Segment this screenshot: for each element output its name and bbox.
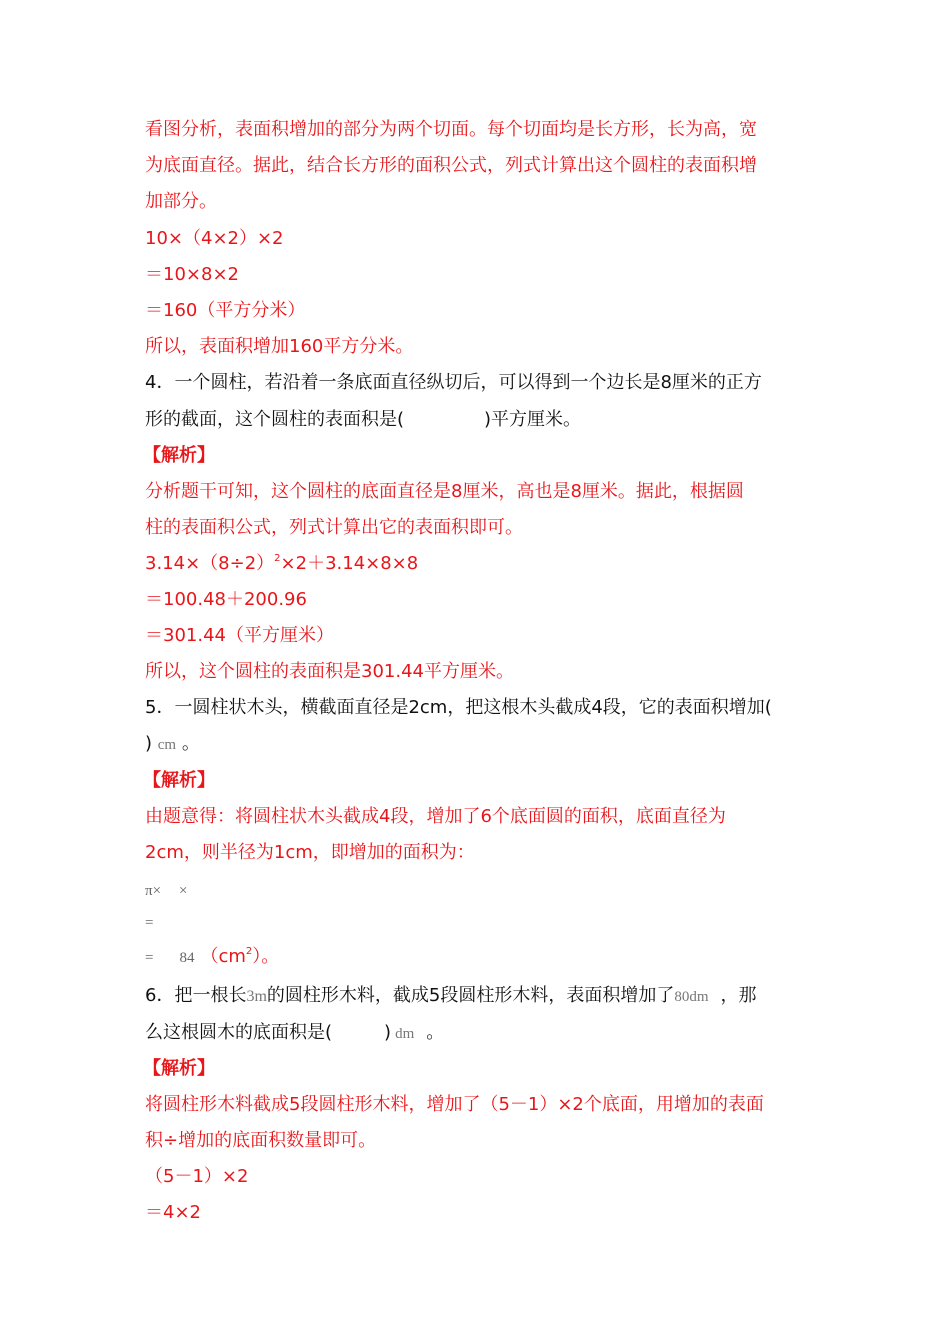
q4-calc-1-a: 3.14×（8÷2） (145, 553, 275, 574)
q6-calc-line-1: （5－1）×2 (145, 1166, 249, 1187)
q6-period: 。 (426, 1022, 445, 1043)
q6-analysis-line-1: 将圆柱形木料截成5段圆柱形木料，增加了（5－1）×2个底面，用增加的表面 (145, 1094, 764, 1115)
sec3-conclusion: 所以，表面积增加160平方分米。 (145, 336, 414, 357)
sec3-calc-line-3: ＝160（平方分米） (145, 300, 306, 321)
q6-jiexi-heading: 【解析】 (143, 1058, 215, 1079)
q6-text-b: 的圆柱形木料，截成5段圆柱形木料，表面积增加了 (266, 985, 675, 1006)
sec3-calc-line-2: ＝10×8×2 (145, 264, 239, 285)
q6-text-d: 么这根圆木的底面积是( (145, 1022, 333, 1043)
q5-analysis-line-1: 由题意得：将圆柱状木头截成4段，增加了6个底面圆的面积，底面直径为 (145, 806, 726, 827)
q6-question-line-2 (145, 1021, 444, 1046)
q6-text-a: 6．把一根长 (145, 985, 247, 1006)
q5-unit: cm (157, 737, 177, 753)
q5-period: 。 (181, 733, 200, 754)
q5-question-line-2 (145, 732, 200, 757)
q6-area-value: 80dm (674, 989, 709, 1005)
q6-question-line-1 (145, 984, 757, 1009)
q4-calc-line-3: ＝301.44（平方厘米） (145, 625, 334, 646)
q4-jiexi-heading: 【解析】 (143, 445, 215, 466)
q5-math-line-2: = (145, 915, 154, 931)
q4-question-text-a: 形的截面，这个圆柱的表面积是( (145, 409, 405, 430)
q5-math-3-unit-a: （cm (200, 946, 246, 967)
q5-math-line-3 (145, 945, 279, 972)
q4-calc-line-1 (145, 552, 418, 579)
sec3-analysis-line-2: 为底面直径。据此，结合长方形的面积公式，列式计算出这个圆柱的表面积增 (145, 155, 757, 176)
q4-calc-1-b: ×2＋3.14×8×8 (280, 553, 419, 574)
q5-math-3-eq: = (145, 950, 154, 966)
q4-analysis-line-2: 柱的表面积公式，列式计算出它的表面积即可。 (145, 517, 523, 538)
q5-question-line-1: 5．一圆柱状木头，横截面直径是2cm，把这根木头截成4段，它的表面积增加( (145, 697, 772, 718)
q5-analysis-line-2: 2cm，则半径为1cm，即增加的面积为： (145, 842, 475, 863)
q6-calc-line-2: ＝4×2 (145, 1202, 201, 1223)
q5-math-line-1 (145, 879, 188, 903)
q4-question-text-b: )平方厘米。 (484, 409, 582, 430)
q6-analysis-line-2: 积÷增加的底面积数量即可。 (145, 1130, 377, 1151)
q6-unit: dm (395, 1026, 415, 1042)
q5-math-1-b: × (179, 883, 188, 899)
q4-analysis-line-1: 分析题干可知，这个圆柱的底面直径是8厘米，高也是8厘米。据此，根据圆 (145, 481, 744, 502)
sec3-analysis-line-3: 加部分。 (145, 191, 217, 212)
q5-jiexi-heading: 【解析】 (143, 770, 215, 791)
q6-text-c: ，那 (720, 985, 757, 1006)
q4-conclusion: 所以，这个圆柱的表面积是301.44平方厘米。 (145, 661, 514, 682)
q5-math-1-a: π× (145, 883, 162, 899)
q4-question-line-1: 4．一个圆柱，若沿着一条底面直径纵切后，可以得到一个边长是8厘米的正方 (145, 372, 762, 393)
q4-calc-1-sup: 2 (274, 553, 281, 564)
q4-question-line-2 (145, 408, 581, 432)
q6-paren-close: ) (384, 1022, 392, 1043)
q5-math-3-unit-sup: 2 (245, 946, 253, 957)
q6-length-value: 3m (246, 988, 267, 1005)
q5-math-3-value: 84 (179, 950, 195, 966)
q5-math-3-unit-b: ）。 (252, 946, 280, 967)
q4-calc-line-2: ＝100.48＋200.96 (145, 589, 307, 610)
sec3-calc-line-1: 10×（4×2）×2 (145, 228, 284, 249)
sec3-analysis-line-1: 看图分析，表面积增加的部分为两个切面。每个切面均是长方形，长为高，宽 (145, 119, 757, 140)
q5-paren-close: ) (145, 733, 153, 754)
